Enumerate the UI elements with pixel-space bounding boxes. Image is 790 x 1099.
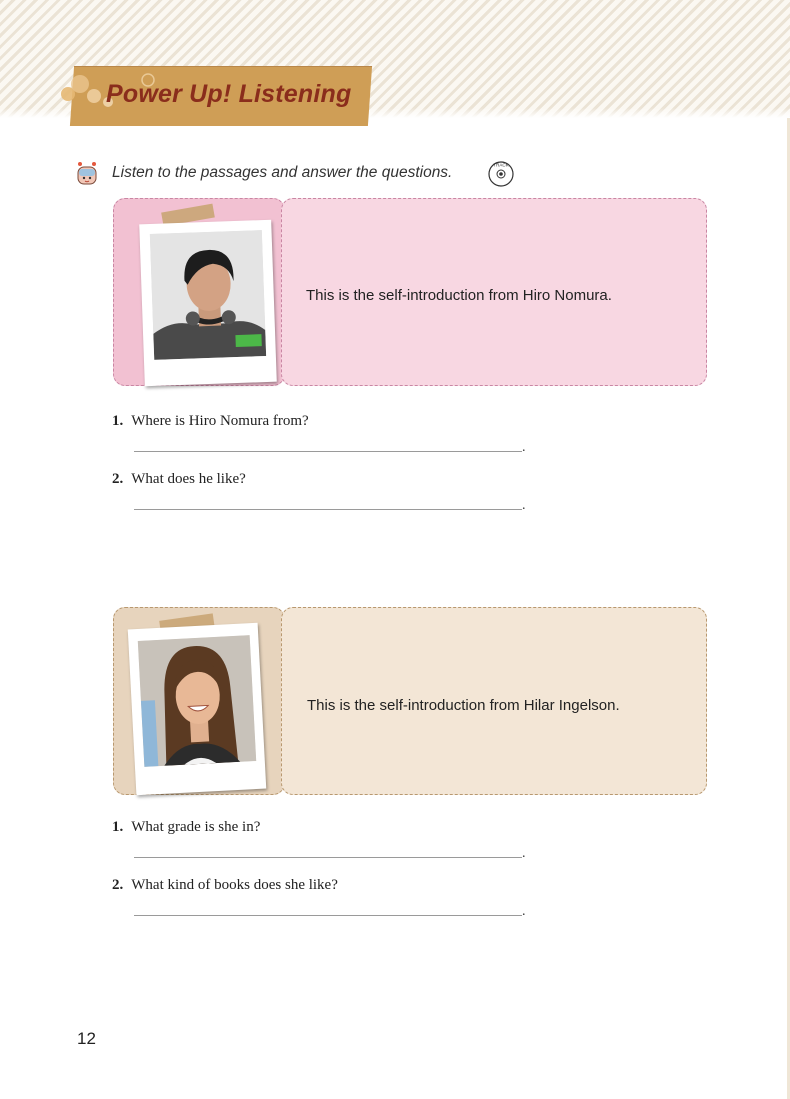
answer-end-dot: .: [522, 904, 526, 919]
question-number: 2.: [112, 877, 124, 893]
page-number: 12: [77, 1029, 96, 1048]
question-item: [112, 471, 246, 488]
question-item: [112, 413, 309, 430]
question-number: 1.: [112, 413, 124, 429]
question-number: 1.: [112, 819, 124, 835]
question-text: What grade is she in?: [131, 819, 261, 835]
question-number: 2.: [112, 471, 124, 487]
cd-track-label: TRACK: [493, 162, 509, 168]
question-item: [112, 819, 260, 836]
answer-end-dot: .: [522, 440, 526, 455]
answer-line[interactable]: [134, 509, 522, 510]
card-intro-text: This is the self-introduction from Hiro Nomura.: [306, 287, 612, 304]
instruction-text: Listen to the passages and answer the questions.: [112, 164, 453, 181]
answer-line[interactable]: [134, 857, 522, 858]
question-text: What kind of books does she like?: [131, 877, 338, 893]
page-title: Power Up! Listening: [106, 80, 352, 108]
student-photo-girl: [138, 635, 256, 767]
answer-end-dot: .: [522, 498, 526, 513]
answer-line[interactable]: [134, 451, 522, 452]
student-photo-boy: [150, 230, 266, 360]
answer-line[interactable]: [134, 915, 522, 916]
question-text: Where is Hiro Nomura from?: [131, 413, 309, 429]
card-intro-text: This is the self-introduction from Hilar Ingelson.: [307, 697, 620, 714]
question-text: What does he like?: [131, 471, 246, 487]
listening-character-icon: [74, 160, 100, 186]
cd-track-icon[interactable]: [486, 158, 516, 188]
answer-end-dot: .: [522, 846, 526, 861]
question-item: [112, 877, 338, 894]
